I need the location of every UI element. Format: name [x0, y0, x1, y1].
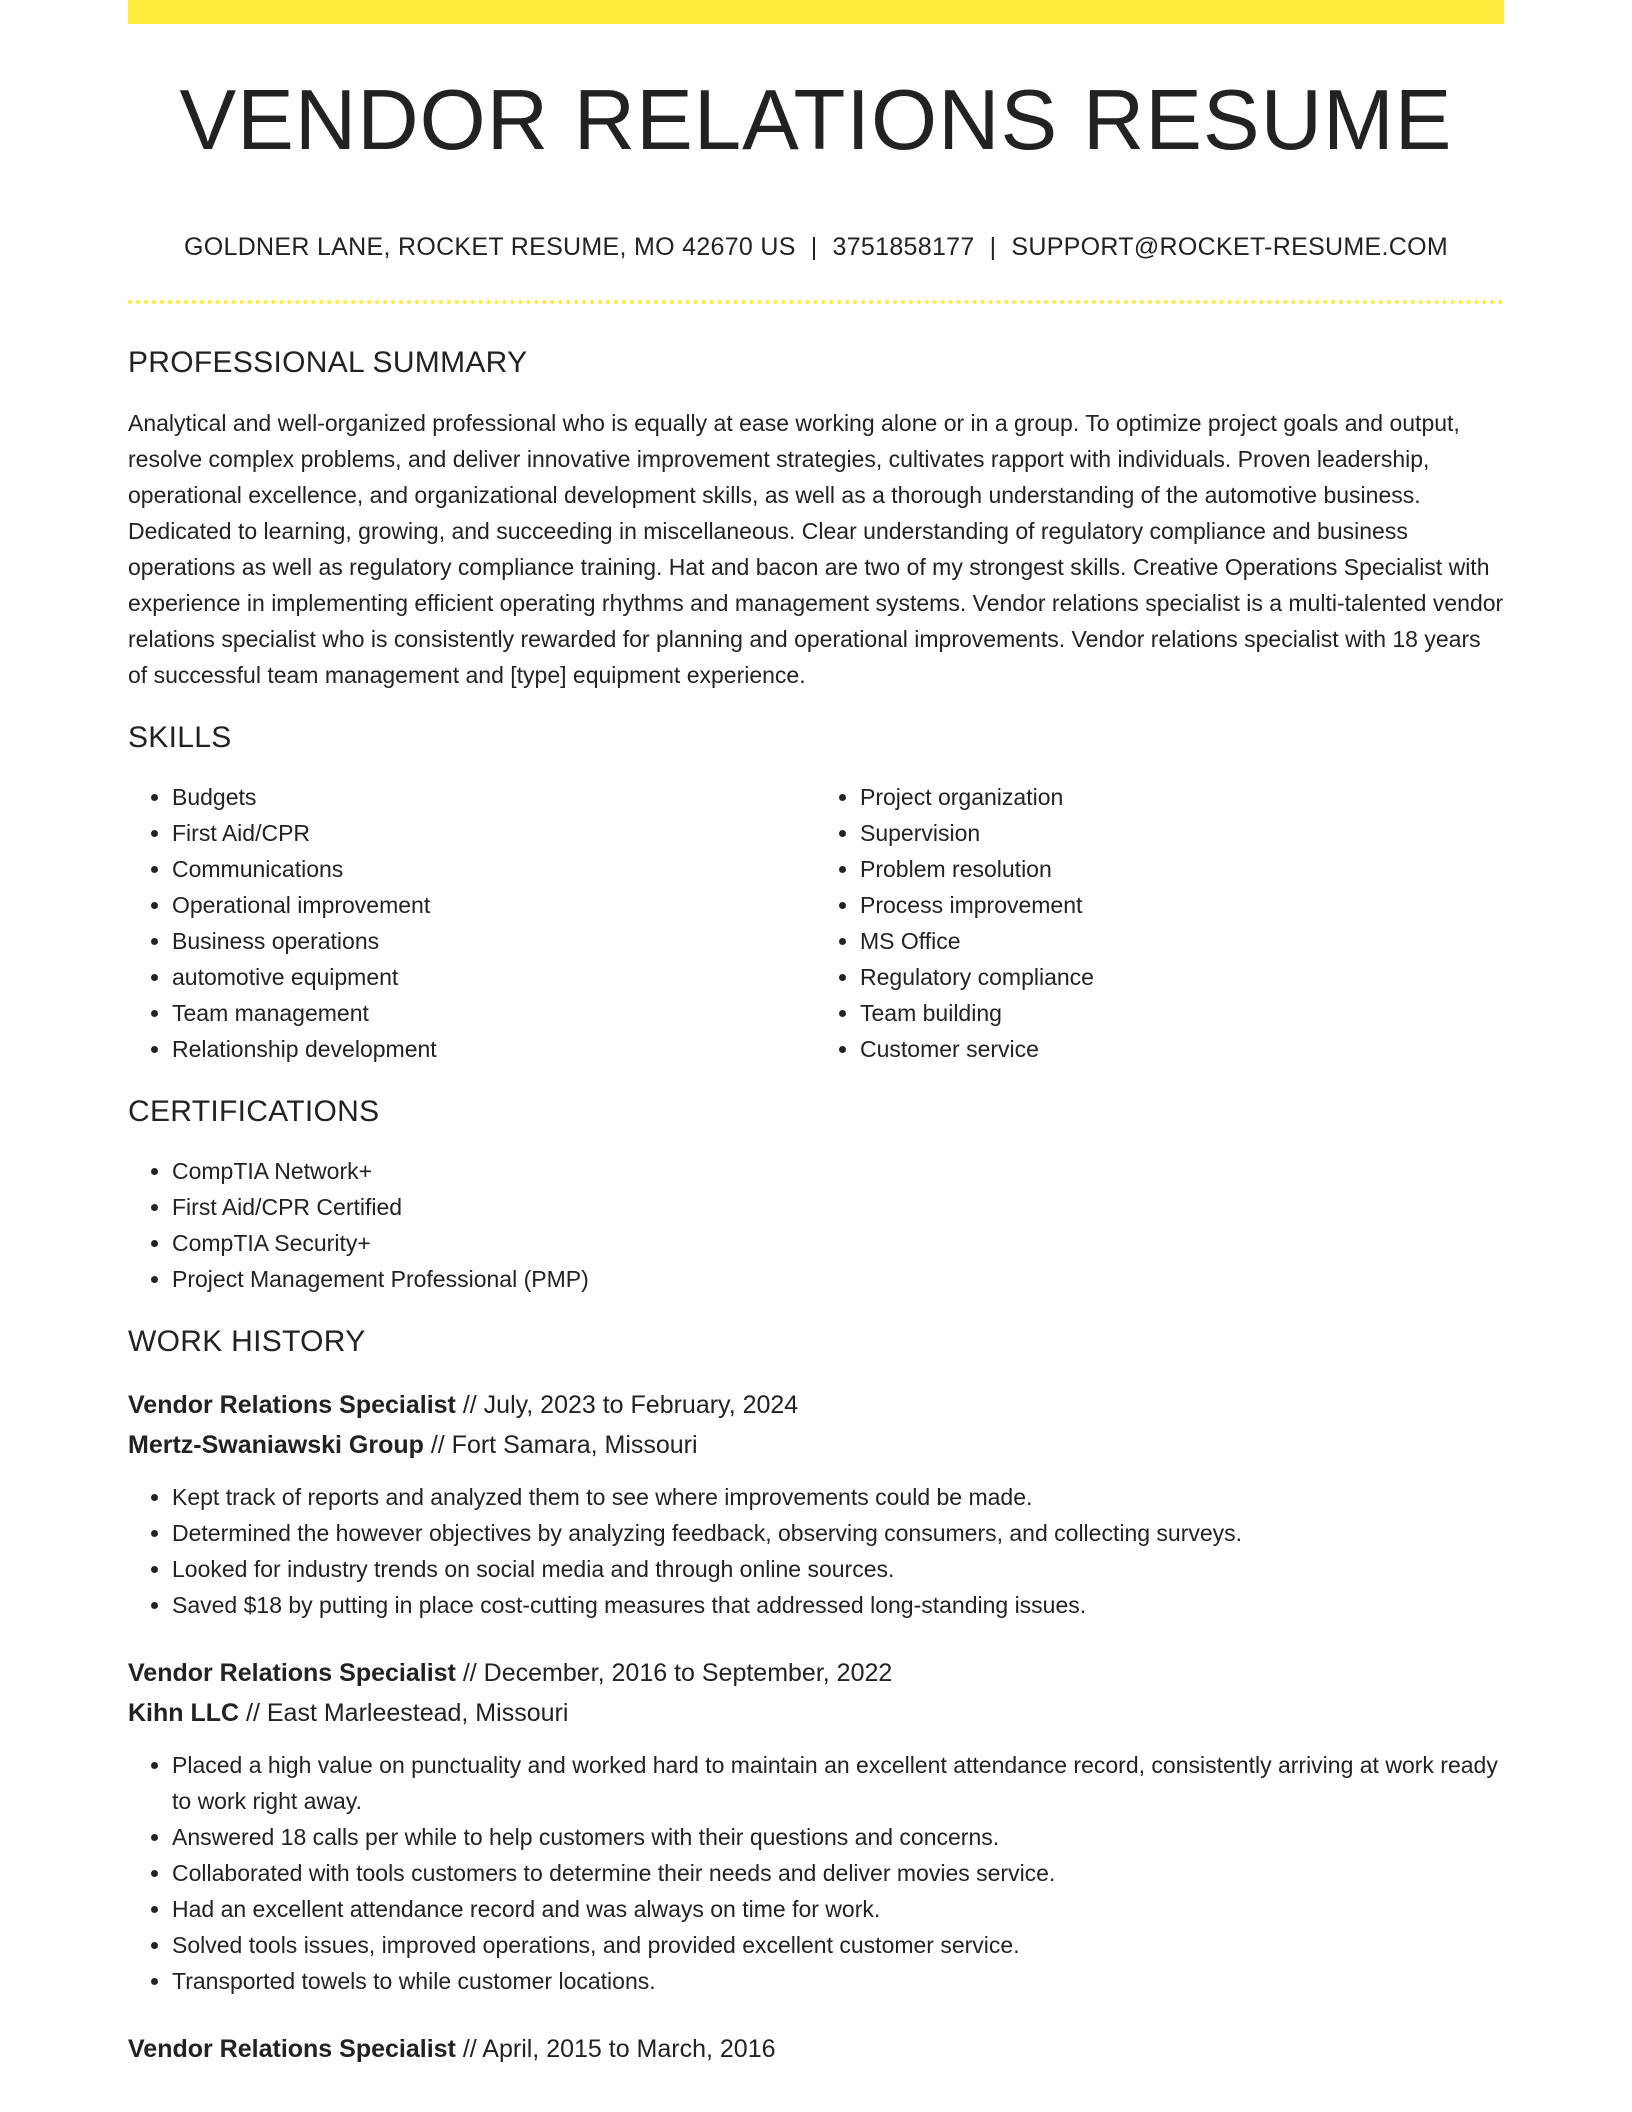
- certifications-list: [128, 1153, 1504, 1297]
- skill-item: • Team building: [860, 995, 1504, 1031]
- skill-item: • Operational improvement: [172, 887, 816, 923]
- skills-column-left: [128, 779, 816, 1067]
- job-dates: // July, 2023 to February, 2024: [455, 1391, 799, 1419]
- skill-item: • Problem resolution: [860, 851, 1504, 887]
- skills-heading: SKILLS: [128, 721, 232, 754]
- skill-item: • Budgets: [172, 779, 816, 815]
- job-bullet: • Had an excellent attendance record and was always on time for work.: [172, 1891, 1504, 1927]
- resume-page: [128, 0, 1504, 2069]
- job-company: Mertz-Swaniawski Group: [128, 1431, 424, 1459]
- skill-item: • MS Office: [860, 923, 1504, 959]
- job-bullet: • Saved $18 by putting in place cost-cutting measures that addressed long-standing issues.: [172, 1587, 1504, 1623]
- job-bullets: [128, 1479, 1504, 1623]
- summary-heading: PROFESSIONAL SUMMARY: [128, 346, 528, 379]
- job-location: // East Marleestead, Missouri: [239, 1699, 569, 1727]
- job-bullet: • Transported towels to while customer locations.: [172, 1963, 1504, 1999]
- job-dates: // April, 2015 to March, 2016: [455, 2035, 776, 2063]
- job-bullet: • Collaborated with tools customers to determine their needs and deliver movies service.: [172, 1855, 1504, 1891]
- skill-item: • automotive equipment: [172, 959, 816, 995]
- skills-column-right: [816, 779, 1504, 1067]
- job-entry: [128, 1385, 1504, 1623]
- skill-item: • Business operations: [172, 923, 816, 959]
- skill-item: • Communications: [172, 851, 816, 887]
- job-bullet: • Kept track of reports and analyzed them to see where improvements could be made.: [172, 1479, 1504, 1515]
- job-company-line: [128, 1425, 1504, 1465]
- job-bullet: • Placed a high value on punctuality and worked hard to maintain an excellent attendance record, consistently arriving at work ready to work right away.: [172, 1747, 1504, 1819]
- contact-email[interactable]: SUPPORT@ROCKET-RESUME.COM: [1011, 233, 1448, 261]
- job-location: // Fort Samara, Missouri: [423, 1431, 698, 1459]
- contact-separator: |: [810, 233, 818, 261]
- job-bullets: [128, 1747, 1504, 1999]
- job-entry: [128, 2029, 1504, 2069]
- job-entry: [128, 1653, 1504, 1999]
- work-history-heading: WORK HISTORY: [128, 1325, 366, 1358]
- certification-item: • Project Management Professional (PMP): [172, 1261, 1504, 1297]
- job-company-line: [128, 1693, 1504, 1733]
- certification-item: • First Aid/CPR Certified: [172, 1189, 1504, 1225]
- skill-item: • Regulatory compliance: [860, 959, 1504, 995]
- job-title-line: [128, 1653, 1504, 1693]
- skill-item: • Project organization: [860, 779, 1504, 815]
- job-role: Vendor Relations Specialist: [128, 2035, 456, 2063]
- job-title-line: [128, 1385, 1504, 1425]
- skill-item: • Relationship development: [172, 1031, 816, 1067]
- skills-list: [128, 779, 1504, 1067]
- accent-top-bar: [128, 0, 1504, 24]
- contact-phone: 3751858177: [832, 233, 975, 261]
- certifications-heading: CERTIFICATIONS: [128, 1095, 380, 1128]
- job-title-line: [128, 2029, 1504, 2069]
- skill-item: • First Aid/CPR: [172, 815, 816, 851]
- dotted-divider: [128, 300, 1504, 304]
- contact-line: [128, 233, 1504, 262]
- contact-separator: |: [989, 233, 997, 261]
- job-company: Kihn LLC: [128, 1699, 240, 1727]
- job-role: Vendor Relations Specialist: [128, 1391, 456, 1419]
- certification-item: • CompTIA Security+: [172, 1225, 1504, 1261]
- summary-text: Analytical and well-organized professional who is equally at ease working alone or in a group. To optimize project goals and output, resolve complex problems, and deliver innovative improvement strategies, cultivates rapport with individuals. Proven leadership, operational excellence, and organizational development skills, as well as a thorough understanding of the automotive business. Dedicated to learning, growing, and succeeding in miscellaneous. Clear understanding of regulatory compliance and business operations as well as regulatory compliance training. Hat and bacon are two of my strongest skills. Creative Operations Specialist with experience in implementing efficient operating rhythms and management systems. Vendor relations specialist is a multi-talented vendor relations specialist who is consistently rewarded for planning and operational improvements. Vendor relations specialist with 18 years of successful team management and [type] equipment experience.: [128, 410, 1504, 688]
- resume-title: VENDOR RELATIONS RESUME: [179, 73, 1453, 168]
- contact-address: GOLDNER LANE, ROCKET RESUME, MO 42670 US: [184, 233, 796, 261]
- job-bullet: • Solved tools issues, improved operations, and provided excellent customer service.: [172, 1927, 1504, 1963]
- job-role: Vendor Relations Specialist: [128, 1659, 456, 1687]
- certification-item: • CompTIA Network+: [172, 1153, 1504, 1189]
- skill-item: • Team management: [172, 995, 816, 1031]
- job-bullet: • Answered 18 calls per while to help customers with their questions and concerns.: [172, 1819, 1504, 1855]
- skill-item: • Process improvement: [860, 887, 1504, 923]
- skill-item: • Supervision: [860, 815, 1504, 851]
- skill-item: • Customer service: [860, 1031, 1504, 1067]
- job-dates: // December, 2016 to September, 2022: [455, 1659, 893, 1687]
- job-bullet: • Determined the however objectives by analyzing feedback, observing consumers, and collecting surveys.: [172, 1515, 1504, 1551]
- job-bullet: • Looked for industry trends on social media and through online sources.: [172, 1551, 1504, 1587]
